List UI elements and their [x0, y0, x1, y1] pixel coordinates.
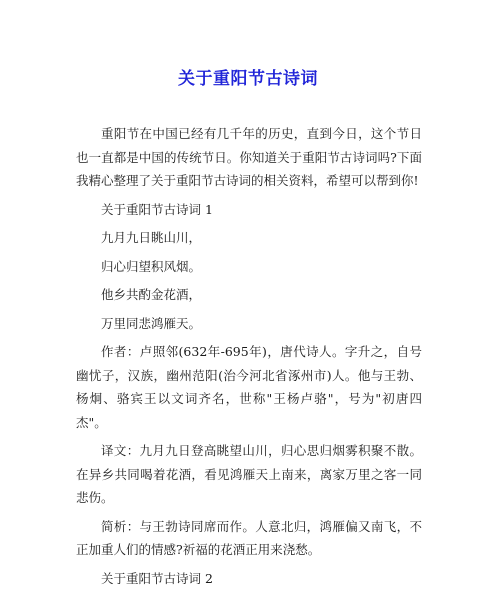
poem-line-2: 归心归望积风烟。	[101, 258, 202, 274]
intro-paragraph: 重阳节在中国已经有几千年的历史，直到今日，这个节日也一直都是中国的传统节日。你知道关于重阳节古诗词吗?下面我精心整理了关于重阳节古诗词的相关资料，希望可以帮到你!	[76, 126, 422, 188]
section-heading-1: 关于重阳节古诗词 1	[101, 201, 213, 217]
author-paragraph: 作者：卢照邻(632年-695年)，唐代诗人。字升之，自号幽忧子，汉族，幽州范阳(治今河北省涿州市)人。他与王勃、杨炯、骆宾王以文词齐名，世称"王杨卢骆"，号为"初唐四杰"。	[76, 344, 422, 430]
document-body	[76, 122, 422, 595]
poem-line-4: 万里同悲鸿雁天。	[101, 315, 202, 331]
analysis-paragraph: 简析：与王勃诗同席而作。人意北归，鸿雁偏又南飞，不正加重人们的情感?祈福的花酒正用来浇愁。	[76, 518, 422, 557]
translation-paragraph: 译文：九月九日登高眺望山川，归心思归烟雾积聚不散。在异乡共同喝着花酒，看见鸿雁天上南来，离家万里之客一同悲伤。	[76, 443, 422, 505]
poem-line-1: 九月九日眺山川，	[101, 230, 202, 245]
section-heading-2: 关于重阳节古诗词 2	[101, 570, 213, 586]
poem-line-3: 他乡共酌金花酒，	[101, 287, 202, 302]
document-title: 关于重阳节古诗词	[178, 69, 318, 89]
